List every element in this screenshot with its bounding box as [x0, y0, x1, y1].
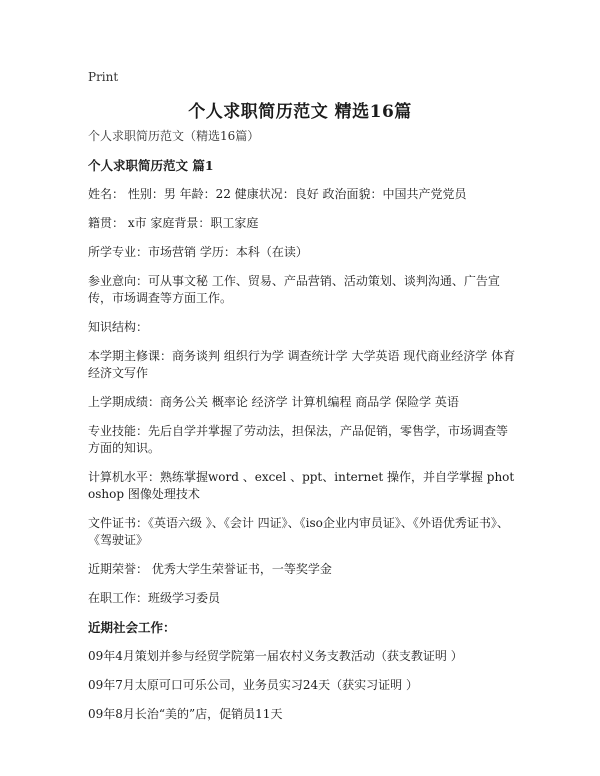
origin-line: 籍贯： x市 家庭背景：职工家庭	[88, 216, 259, 230]
professional-skills-paragraph: 专业技能：先后自学并掌握了劳动法，担保法，产品促销，零售学，市场调查等方面的知识。	[88, 424, 509, 455]
page-title: 个人求职简历范文 精选16篇	[188, 102, 412, 122]
major-line: 所学专业：市场营销 学历：本科（在读）	[88, 245, 308, 259]
subtitle-line: 个人求职简历范文（精选16篇）	[88, 129, 260, 143]
current-courses-paragraph: 本学期主修课：商务谈判 组织行为学 调查统计学 大学英语 现代商业经济学 体育经济文写作	[88, 349, 516, 380]
social-work-item: 09年8月长治“美的”店，促销员11天	[88, 707, 283, 721]
honors-line: 近期荣誉： 优秀大学生荣誉证书，一等奖学金	[88, 562, 332, 576]
personal-info-line: 姓名： 性别：男 年龄：22 健康状况：良好 政治面貌：中国共产党党员	[88, 187, 467, 201]
knowledge-heading: 知识结构：	[88, 320, 149, 334]
print-label: Print	[88, 70, 119, 84]
last-term-grades-line: 上学期成绩：商务公关 概率论 经济学 计算机编程 商品学 保险学 英语	[88, 395, 459, 409]
certificates-paragraph: 文件证书：《英语六级 》、《会计 四证》、《iso企业内审员证》、《外语优秀证书》、《驾驶证》	[88, 516, 509, 547]
social-work-heading: 近期社会工作：	[88, 620, 176, 635]
social-work-item: 09年4月策划并参与经贸学院第一届农村义务支教活动（获支教证明 ）	[88, 649, 463, 663]
computer-skills-paragraph: 计算机水平：熟练掌握word 、excel 、ppt、internet 操作，并自学掌握 photoshop 图像处理技术	[88, 470, 515, 501]
section-heading: 个人求职简历范文 篇1	[88, 158, 214, 173]
document-body	[88, 128, 518, 735]
career-intent-paragraph: 参业意向：可从事文秘 工作、贸易、产品营销、活动策划、谈判沟通、广告宣传，市场调查等方面工作。	[88, 274, 500, 305]
social-work-item: 09年7月太原可口可乐公司，业务员实习24天（获实习证明 ）	[88, 678, 418, 692]
position-line: 在职工作：班级学习委员	[88, 591, 221, 605]
